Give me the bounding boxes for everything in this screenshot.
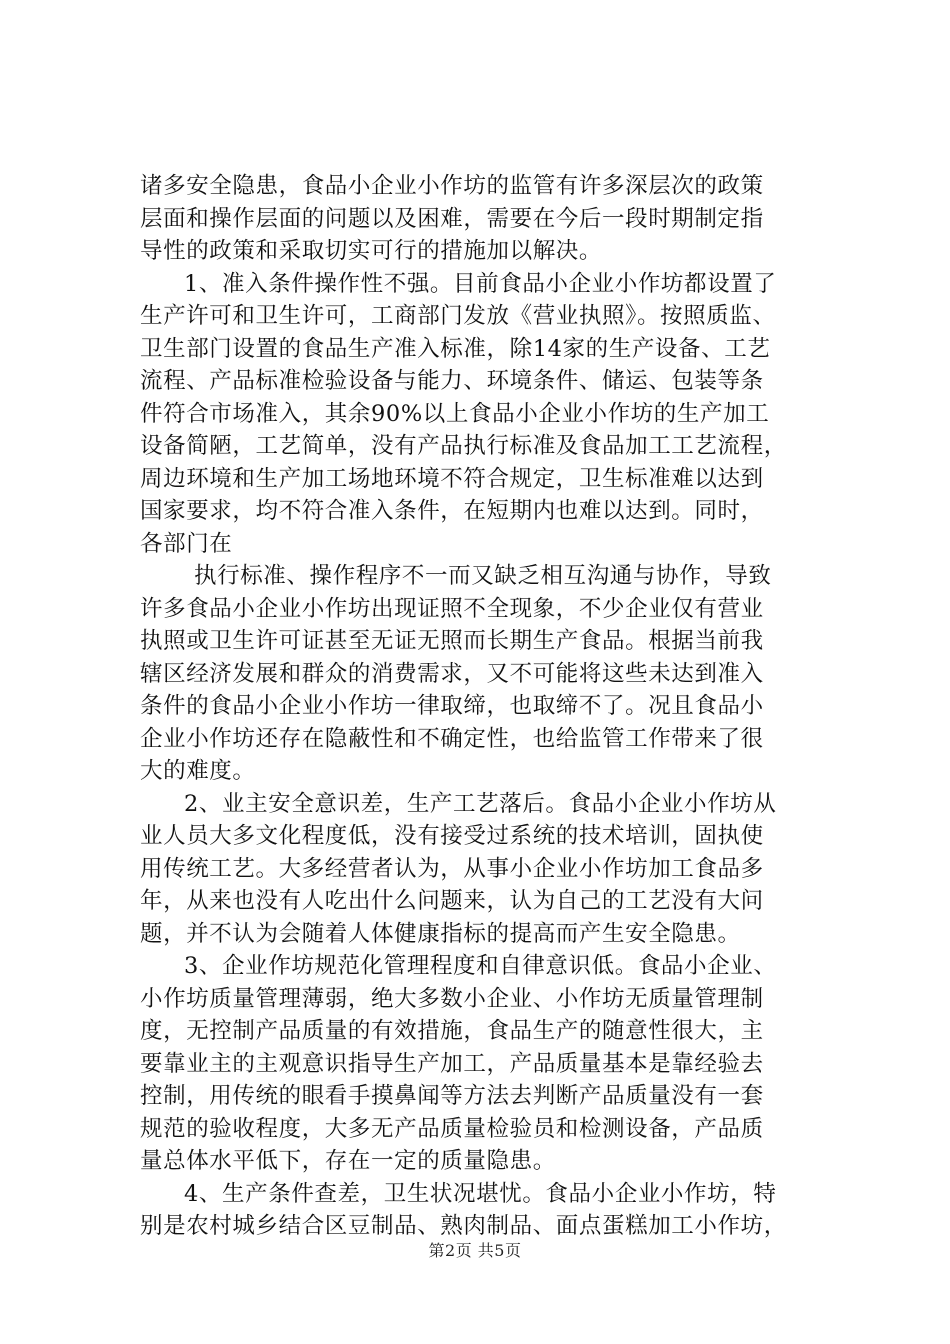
text-line: 层面和操作层面的问题以及困难，需要在今后一段时期制定指 [140,205,764,232]
text-line: 年，从来也没有人吃出什么问题来，认为自己的工艺没有大问 [140,888,764,914]
text-line: 辖区经济发展和群众的消费需求，又不可能将这些未达到准入 [140,660,764,687]
text-line: 题，并不认为会随着人体健康指标的提高而产生安全隐患。 [140,920,741,947]
text-line: 条件的食品小企业小作坊一律取缔，也取缔不了。况且食品小 [140,693,764,719]
text-line: 生产许可和卫生许可，工商部门发放《营业执照》。按照质监、 [140,303,776,329]
paragraph-1-start: 1、准入条件操作性不强。目前食品小企业小作坊都设置了 [184,270,777,297]
text-line: 国家要求，均不符合准入条件，在短期内也难以达到。同时， [140,498,764,524]
text-line: 诸多安全隐患，食品小企业小作坊的监管有许多深层次的政策 [140,173,764,199]
text-line: 别是农村城乡结合区豆制品、熟肉制品、面点蛋糕加工小作坊， [140,1213,787,1239]
text-line: 件符合市场准入，其余90%以上食品小企业小作坊的生产加工 [140,400,770,427]
text-line: 规范的验收程度，大多无产品质量检验员和检测设备，产品质 [140,1115,764,1142]
text-line: 执照或卫生许可证甚至无证无照而长期生产食品。根据当前我 [140,628,764,654]
page-footer [0,1238,950,1261]
text-line: 流程、产品标准检验设备与能力、环境条件、储运、包装等条 [140,368,764,394]
text-line: 小作坊质量管理薄弱，绝大多数小企业、小作坊无质量管理制 [140,985,764,1012]
text-line: 设备简陋，工艺简单，没有产品执行标准及食品加工工艺流程， [140,433,787,459]
text-line: 各部门在 [140,530,233,557]
paragraph-2-start: 2、业主安全意识差，生产工艺落后。食品小企业小作坊从 [184,790,777,817]
text-line: 要靠业主的主观意识指导生产加工，产品质量基本是靠经验去 [140,1050,764,1077]
paragraph-continuation-start: 执行标准、操作程序不一而又缺乏相互沟通与协作，导致 [194,563,772,589]
text-line: 卫生部门设置的食品生产准入标准，除14家的生产设备、工艺 [140,335,771,362]
text-line: 用传统工艺。大多经营者认为，从事小企业小作坊加工食品多 [140,855,764,882]
text-line: 度，无控制产品质量的有效措施，食品生产的随意性很大，主 [140,1018,764,1044]
text-line: 导性的政策和采取切实可行的措施加以解决。 [140,238,603,264]
text-line: 许多食品小企业小作坊出现证照不全现象，不少企业仅有营业 [140,595,764,622]
text-line: 控制，用传统的眼看手摸鼻闻等方法去判断产品质量没有一套 [140,1083,764,1109]
paragraph-3-start: 3、企业作坊规范化管理程度和自律意识低。食品小企业、 [184,953,777,979]
text-line: 大的难度。 [140,758,256,784]
page-number-label: 第2页 共5页 [428,1241,522,1260]
text-line: 量总体水平低下，存在一定的质量隐患。 [140,1148,556,1174]
text-line: 周边环境和生产加工场地环境不符合规定，卫生标准难以达到 [140,465,764,492]
text-line: 业人员大多文化程度低，没有接受过系统的技术培训，固执使 [140,823,764,849]
text-line: 企业小作坊还存在隐蔽性和不确定性，也给监管工作带来了很 [140,725,764,752]
paragraph-4-start: 4、生产条件查差，卫生状况堪忧。食品小企业小作坊，特 [184,1180,777,1207]
document-body [140,170,834,1243]
